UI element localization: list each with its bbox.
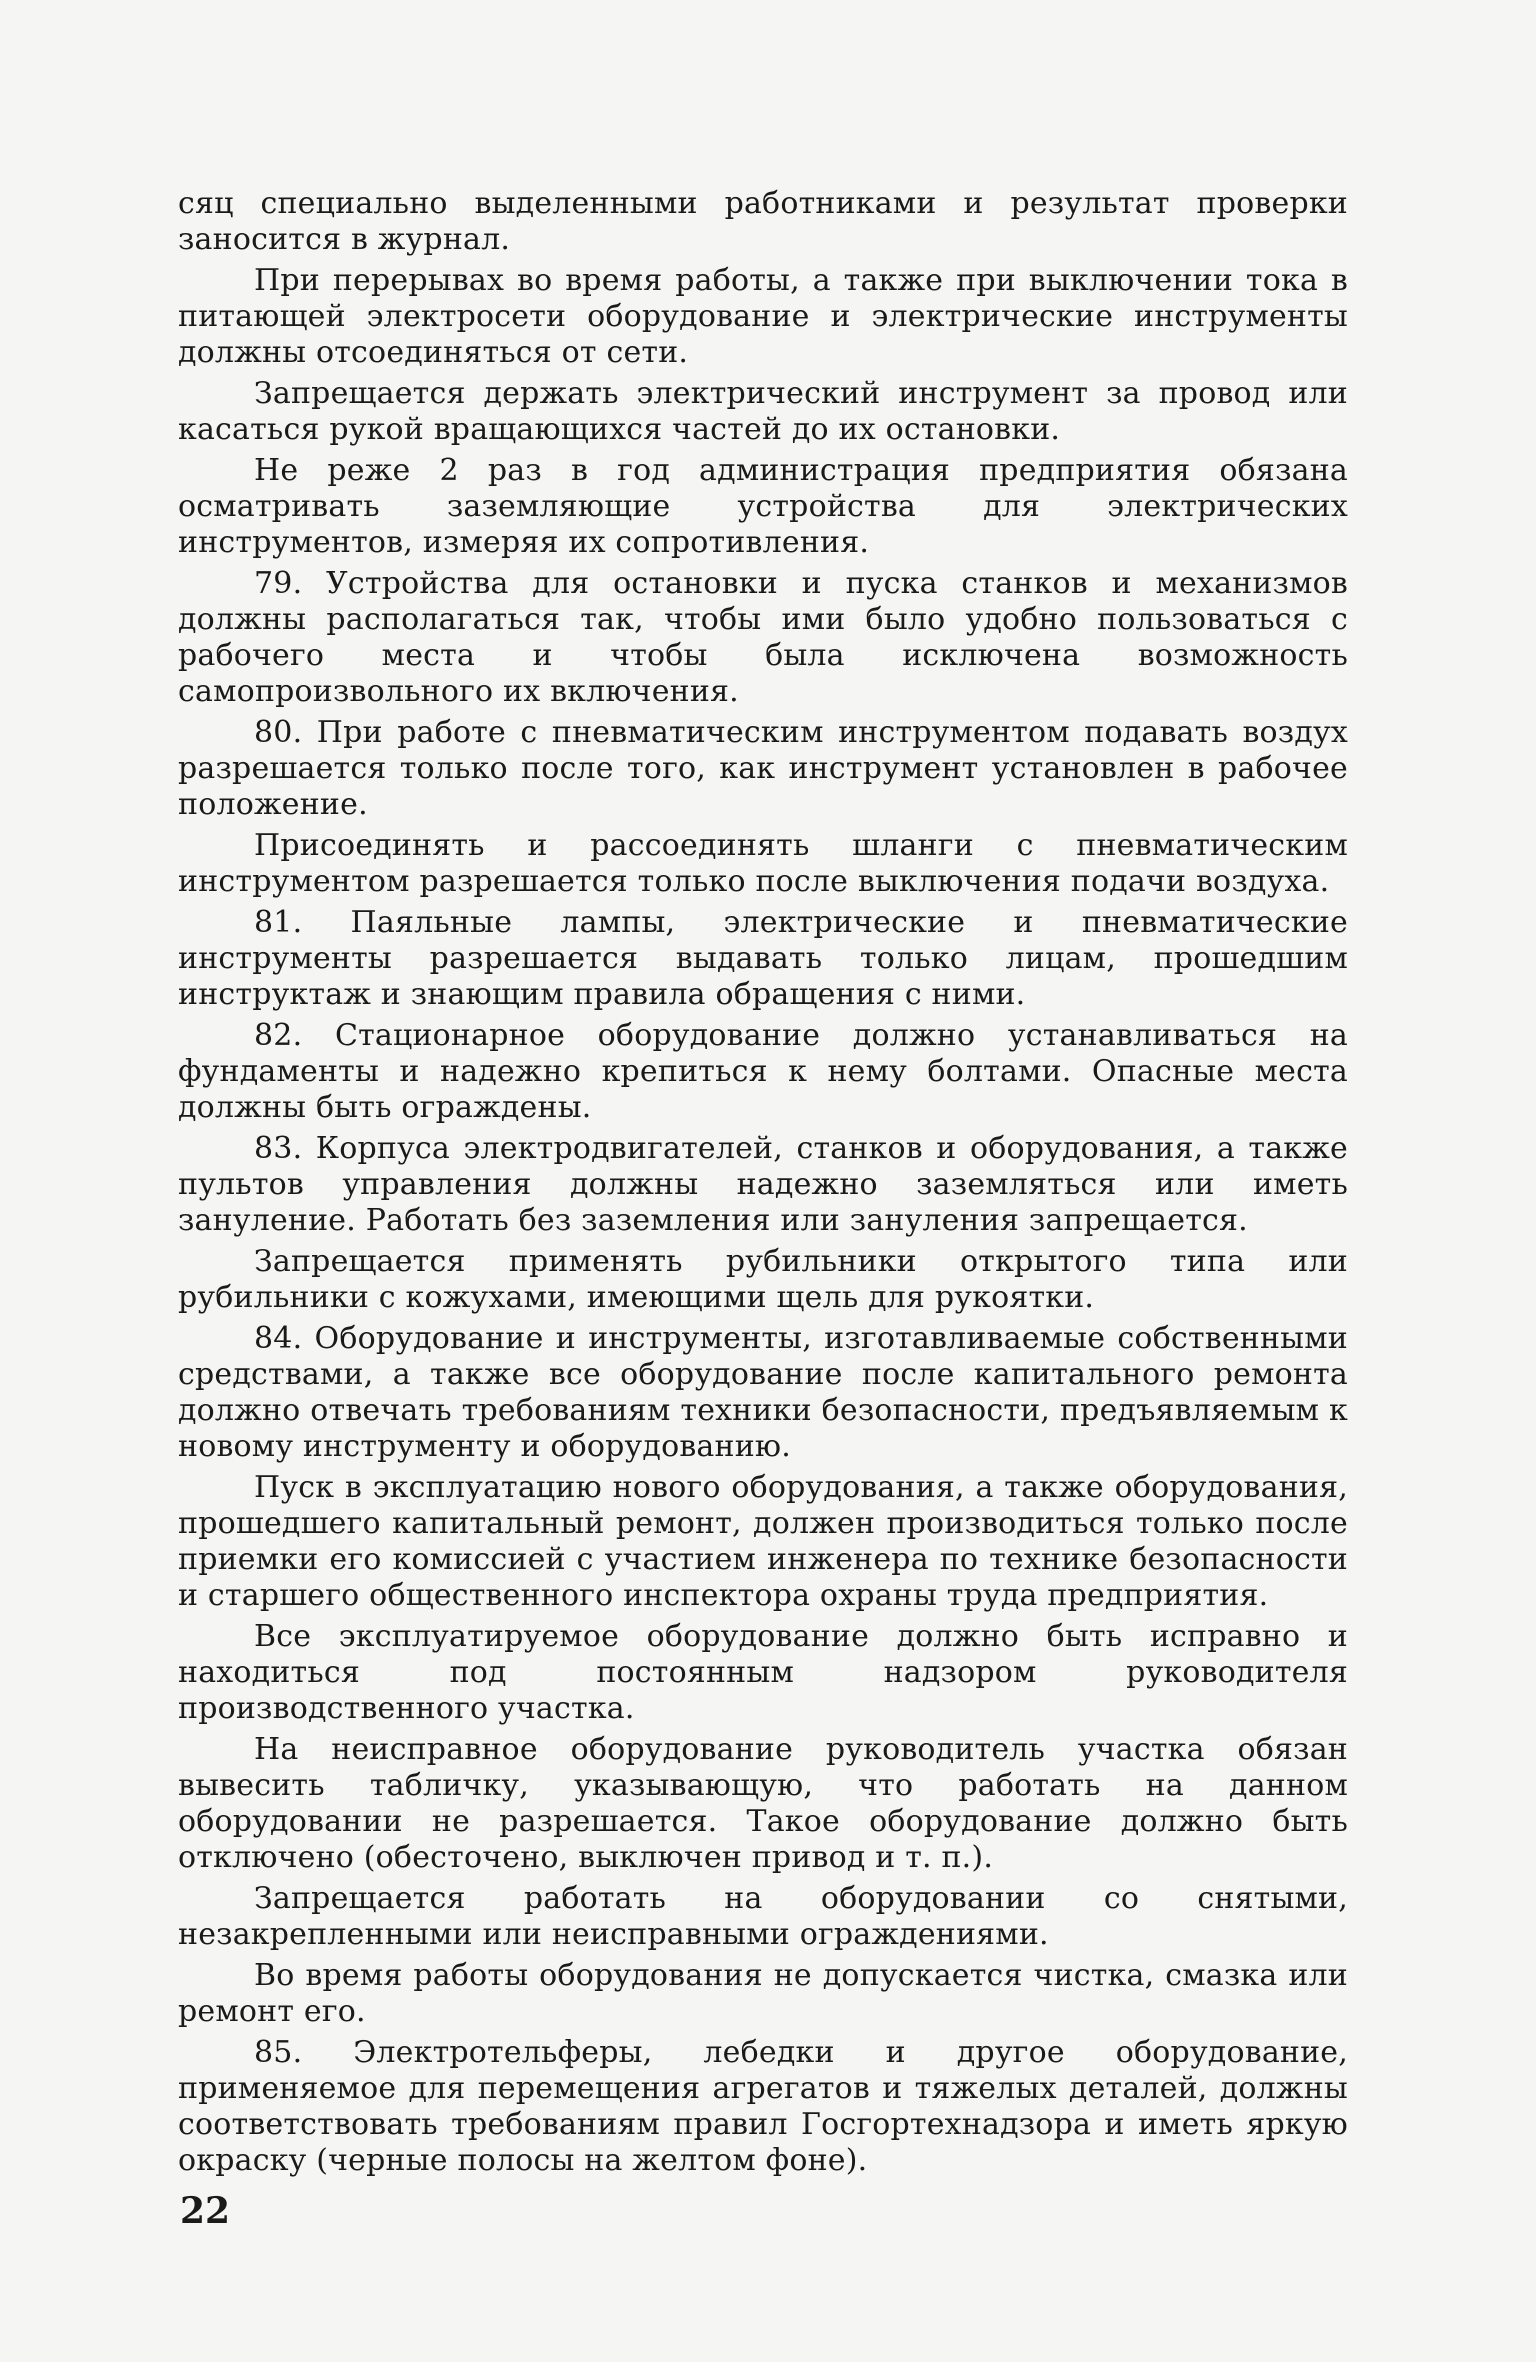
paragraph-item-85: 85. Электротельферы, лебедки и другое оборудование, применяемое для перемещения агрегатов и тяжелых деталей, должны соответствовать требованиям правил Госгортехнадзора и иметь яркую окраску (черные полосы на желтом фоне). [178,2035,1348,2178]
paragraph-item-80: 80. При работе с пневматическим инструментом подавать воздух разрешается только после того, как инструмент установлен в рабочее положение. [178,715,1348,822]
paragraph-item-81: 81. Паяльные лампы, электрические и пневматические инструменты разрешается выдавать только лицам, прошедшим инструктаж и знающим правила обращения с ними. [178,905,1348,1012]
paragraph: Пуск в эксплуатацию нового оборудования, а также оборудования, прошедшего капитальный ремонт, должен производиться только после приемки его комиссией с участием инженера по технике безопасности и старшего общественного инспектора охраны труда предприятия. [178,1470,1348,1613]
paragraph: сяц специально выделенными работниками и результат проверки заносится в журнал. [178,186,1348,257]
paragraph-item-84: 84. Оборудование и инструменты, изготавливаемые собственными средствами, а также все оборудование после капитального ремонта должно отвечать требованиям техники безопасности, предъявляемым к новому инструменту и оборудованию. [178,1321,1348,1464]
paragraph: Все эксплуатируемое оборудование должно быть исправно и находиться под постоянным надзором руководителя производственного участка. [178,1619,1348,1726]
paragraph: Запрещается применять рубильники открытого типа или рубильники с кожухами, имеющими щель для рукоятки. [178,1244,1348,1315]
paragraph-item-79: 79. Устройства для остановки и пуска станков и механизмов должны располагаться так, чтобы ими было удобно пользоваться с рабочего места и чтобы была исключена возможность самопроизвольного их включения. [178,566,1348,709]
paragraph-item-82: 82. Стационарное оборудование должно устанавливаться на фундаменты и надежно крепиться к нему болтами. Опасные места должны быть ограждены. [178,1018,1348,1125]
body-text [178,186,1348,2184]
paragraph: Запрещается держать электрический инструмент за провод или касаться рукой вращающихся частей до их остановки. [178,376,1348,447]
paragraph: Запрещается работать на оборудовании со снятыми, незакрепленными или неисправными ограждениями. [178,1881,1348,1952]
paragraph: При перерывах во время работы, а также при выключении тока в питающей электросети оборудование и электрические инструменты должны отсоединяться от сети. [178,263,1348,370]
page-number: 22 [180,2190,231,2232]
paragraph: На неисправное оборудование руководитель участка обязан вывесить табличку, указывающую, что работать на данном оборудовании не разрешается. Такое оборудование должно быть отключено (обесточено, выключен привод и т. п.). [178,1732,1348,1875]
paragraph: Не реже 2 раз в год администрация предприятия обязана осматривать заземляющие устройства для электрических инструментов, измеряя их сопротивления. [178,453,1348,560]
paragraph-item-83: 83. Корпуса электродвигателей, станков и оборудования, а также пультов управления должны надежно заземляться или иметь зануление. Работать без заземления или зануления запрещается. [178,1131,1348,1238]
paragraph: Присоединять и рассоединять шланги с пневматическим инструментом разрешается только после выключения подачи воздуха. [178,828,1348,899]
paragraph: Во время работы оборудования не допускается чистка, смазка или ремонт его. [178,1958,1348,2029]
